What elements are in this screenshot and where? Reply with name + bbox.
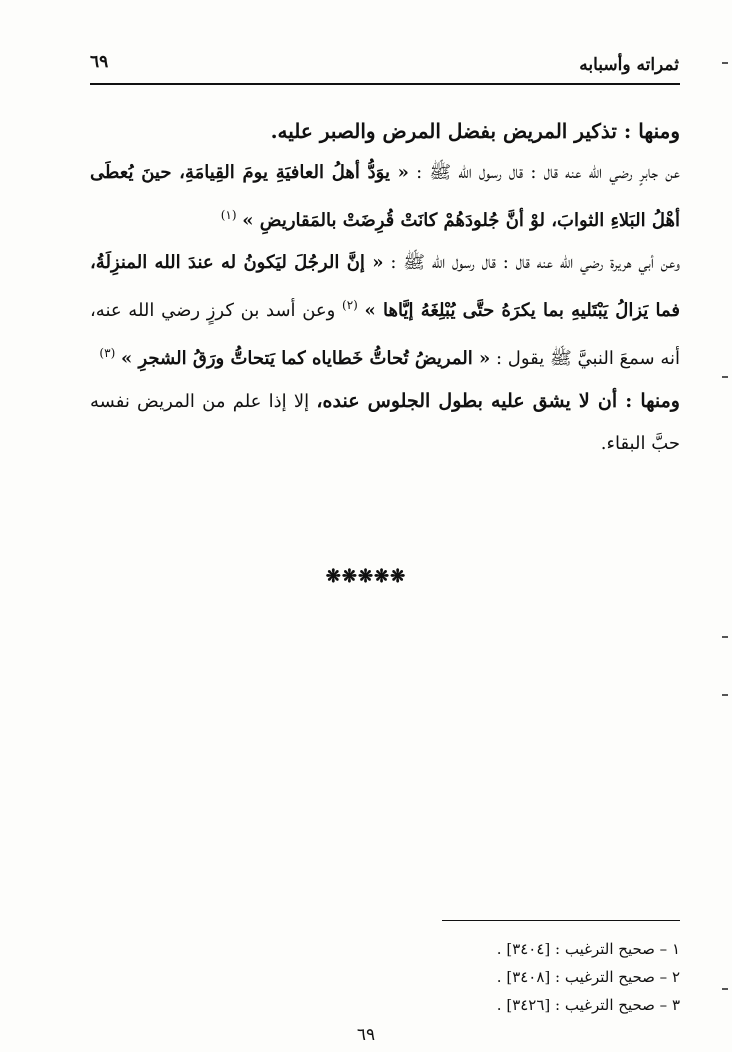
section-heading-2: ومنها : أن لا يشق عليه بطول الجلوس عنده، (316, 390, 680, 412)
hadith-quote-2: « إنَّ الرجُلَ ليَكونُ له عندَ الله المنزِلَةُ، فما يَزالُ يَبْتَليهِ بما يكرَهُ حتَّى يُبْلِغَهُ إيَّاها » (90, 252, 680, 321)
footnote-ref-3: (٣) (99, 346, 116, 360)
paragraph-2 (90, 242, 680, 380)
hadith-quote-3: « المريضُ تُحاتُّ خَطاياه كما يَتحاتُّ ورَقُ الشجرِ » (120, 348, 491, 369)
hadith-quote-1: « يوَدُّ أهلُ العافيَةِ يومَ القِيامَةِ، حينَ يُعطَى أهْلُ البَلاءِ الثوابَ، لوْ أنَّ جُلودَهُمْ كانَتْ قُرِضَتْ بالمَقاريضِ » (90, 162, 680, 231)
header-rule (90, 83, 680, 85)
paragraph-3 (90, 380, 680, 465)
footnote-ref-2: (٢) (342, 298, 358, 312)
running-header-title: ثمراته وأسبابه (579, 55, 679, 75)
footnote-rule (442, 920, 680, 921)
footnotes (497, 935, 680, 1019)
section-heading-1: ومنها : تذكير المريض بفضل المرض والصبر عليه. (270, 119, 680, 143)
footnote-2: ٢ – صحيح الترغيب : [٣٤٠٨] . (496, 968, 680, 986)
footer-page-number: ٦٩ (356, 1025, 376, 1045)
footnote-3: ٣ – صحيح الترغيب : [٣٤٢٦] . (496, 996, 680, 1014)
scan-mark (722, 636, 728, 638)
page-body (90, 110, 680, 465)
paragraph-3-text: إلا إذا علم من المريض نفسه حبَّ البقاء. (90, 391, 680, 454)
hadith-intro-1: عن جابرٍ رضي الله عنه قال : قال رسول الله ﷺ : (416, 162, 680, 183)
hadith-intro-2: وعن أبي هريرة رضي الله عنه قال : قال رسول الله ﷺ : (390, 252, 680, 273)
footnote-ref-1: (١) (220, 208, 237, 222)
scan-mark (722, 376, 728, 378)
footnote-1: ١ – صحيح الترغيب : [٣٤٠٤] . (496, 940, 680, 958)
header-page-number: ٦٩ (90, 52, 109, 72)
section-separator: ❋❋❋❋❋ (325, 566, 407, 587)
scan-mark (722, 694, 728, 696)
paragraph-1 (90, 152, 680, 242)
hadith-intro-3: وعن أسد بن كرزٍ رضي الله عنه، أنه سمعَ النبيَّ ﷺ يقول : (90, 300, 680, 369)
scan-mark (722, 62, 728, 64)
scan-mark (722, 988, 728, 990)
